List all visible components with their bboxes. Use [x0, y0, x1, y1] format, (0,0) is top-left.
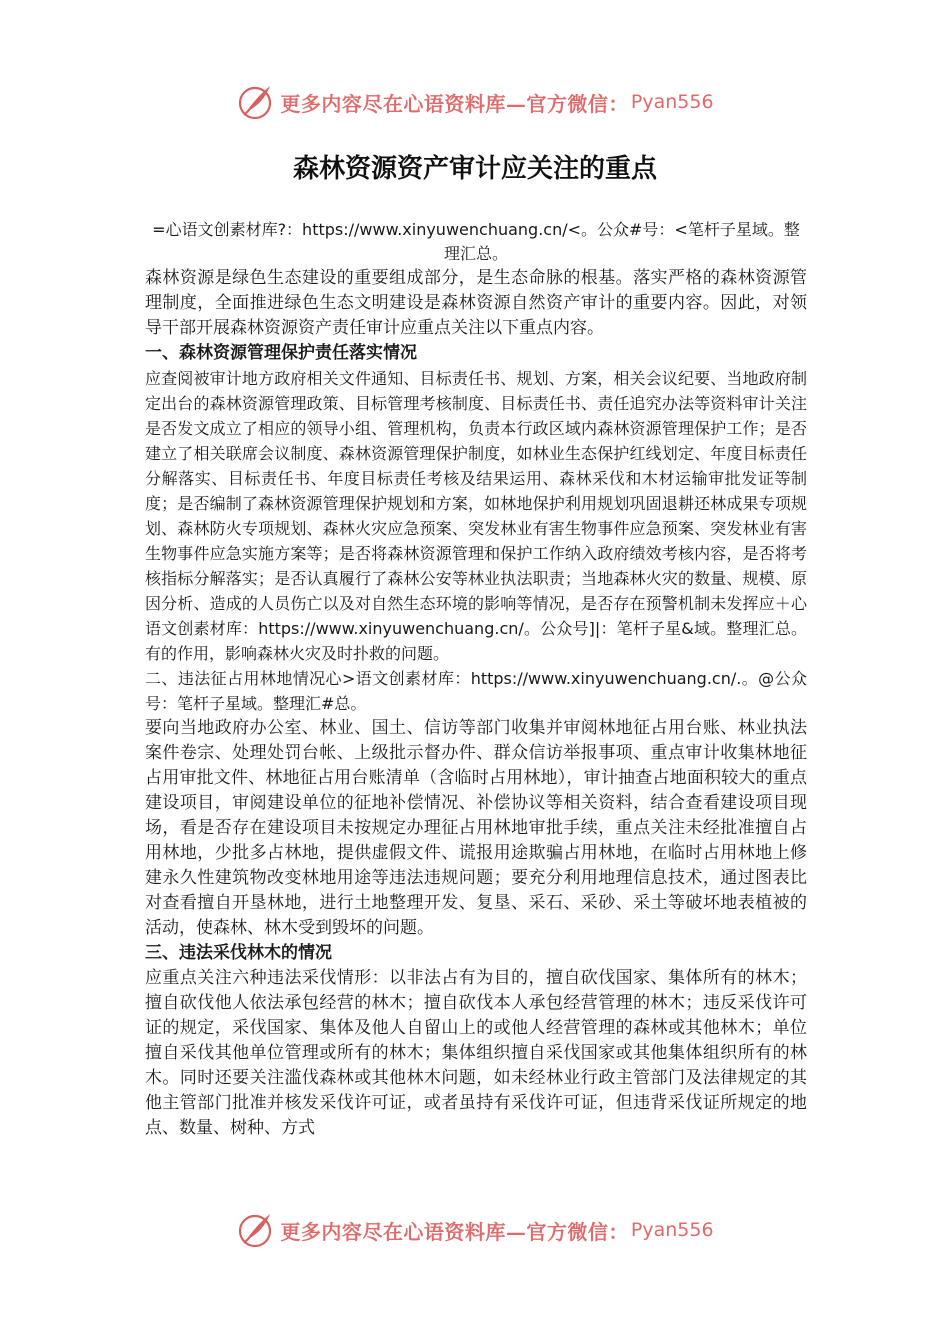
- watermark-banner-bottom: [0, 1210, 950, 1250]
- quill-logo-icon: [236, 1210, 276, 1250]
- section-1-body: 应查阅被审计地方政府相关文件通知、目标责任书、规划、方案，相关会议纪要、当地政府制定出台的森林资源管理政策、目标管理考核制度、目标责任书、责任追究办法等资料审计关注是否发文成立了相应的领导小组、管理机构，负责本行政区域内森林资源管理保护工作；是否建立了相关联席会议制度、森林资源管理保护制度，如林业生态保护红线划定、年度目标责任分解落实、目标责任书、年度目标责任考核及结果运用、森林采伐和木材运输审批发证等制度；是否编制了森林资源管理保护规划和方案，如林地保护利用规划巩固退耕还林成果专项规划、森林防火专项规划、森林火灾应急预案、突发林业有害生物事件应急预案、突发林业有害生物事件应急实施方案等；是否将森林资源管理和保护工作纳入政府绩效考核内容，是否将考核指标分解落实；是否认真履行了森林公安等林业执法职责；当地森林火灾的数量、规模、原因分析、造成的人员伤亡以及对自然生态环境的影响等情况，是否存在预警机制未发挥应＋心语文创素材库：https://www.xinyuwenchuang.cn/。公众号]|：笔杆子星&域。整理汇总。有的作用，影响森林火灾及时扑救的问题。: [145, 369, 807, 663]
- watermark-id: Pyan556: [630, 1219, 714, 1241]
- intro-paragraph: 森林资源是绿色生态建设的重要组成部分，是生态命脉的根基。落实严格的森林资源管理制度，全面推进绿色生态文明建设是森林资源自然资产审计的重要内容。因此，对领导干部开展森林资源资产责任审计应重点关注以下重点内容。: [145, 268, 807, 338]
- quill-logo-icon: [236, 82, 276, 122]
- section-3-body: 应重点关注六种违法采伐情形：以非法占有为目的，擅自砍伐国家、集体所有的林木；擅自砍伐他人依法承包经营的林木；擅自砍伐本人承包经营管理的林木；违反采伐许可证的规定，采伐国家、集体及他人自留山上的或他人经营管理的森林或其他林木；单位擅自采伐其他单位管理或所有的林木；集体组织擅自采伐国家或其他集体组织所有的林木。同时还要关注滥伐森林或其他林木问题，如未经林业行政主管部门及法律规定的其他主管部门批准并核发采伐许可证，或者虽持有采伐许可证，但违背采伐证所规定的地点、数量、树种、方式: [145, 968, 807, 1138]
- page-title: 森林资源资产审计应关注的重点: [292, 154, 657, 184]
- document-body: [145, 218, 807, 1141]
- watermark-id: Pyan556: [630, 91, 714, 113]
- watermark-text: 更多内容尽在心语资料库—官方微信：: [280, 1219, 629, 1244]
- section-2-body: 要向当地政府办公室、林业、国土、信访等部门收集并审阅林地征占用台账、林业执法案件卷宗、处理处罚台帐、上级批示督办件、群众信访举报事项、重点审计收集林地征占用审批文件、林地征占用台账清单（含临时占用林地），审计抽查占地面积较大的重点建设项目，审阅建设单位的征地补偿情况、补偿协议等相关资料，结合查看建设项目现场，看是否存在建设项目未按规定办理征占用林地审批手续，重点关注未经批准擅自占用林地，少批多占林地，提供虚假文件、谎报用途欺骗占用林地，在临时占用林地上修建永久性建筑物改变林地用途等违法违规问题；要充分利用地理信息技术，通过图表比对查看擅自开垦林地，进行土地整理开发、复垦、采石、采砂、采土等破坏地表植被的活动，使森林、林木受到毁坏的问题。: [145, 718, 807, 938]
- section-2-heading: 二、违法征占用林地情况心>语文创素材库：https://www.xinyuwenchuang.cn/.。@公众号：笔杆子星域。整理汇#总。: [145, 669, 807, 713]
- source-line: =心语文创素材库?：https://www.xinyuwenchuang.cn/<。公众#号：<笔杆子星域。整理汇总。: [152, 220, 800, 263]
- watermark-banner-top: [0, 82, 950, 122]
- watermark-text: 更多内容尽在心语资料库—官方微信：: [280, 91, 629, 116]
- section-1-heading: 一、森林资源管理保护责任落实情况: [145, 343, 417, 363]
- section-3-heading: 三、违法采伐林木的情况: [145, 943, 332, 963]
